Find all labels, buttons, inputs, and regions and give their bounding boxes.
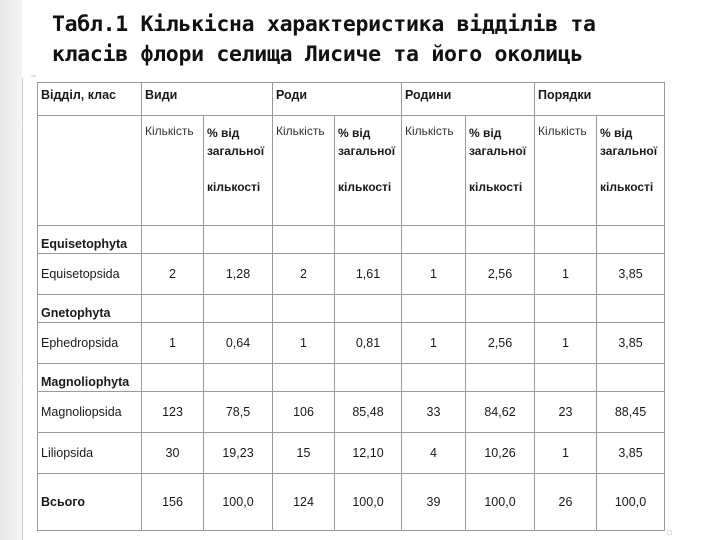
header-percent-line-1: % від xyxy=(469,126,502,140)
value-cell: 10,26 xyxy=(466,433,535,474)
value-cell: 1,28 xyxy=(204,254,273,295)
header-empty-cell xyxy=(38,116,142,226)
empty-cell xyxy=(466,226,535,254)
value-cell: 0,64 xyxy=(204,323,273,364)
value-cell: 30 xyxy=(142,433,204,474)
empty-cell xyxy=(142,226,204,254)
header-percent-line-2: загальної xyxy=(600,144,658,158)
value-cell: 1 xyxy=(273,323,335,364)
value-cell: 88,45 xyxy=(597,392,665,433)
division-row xyxy=(38,295,665,323)
total-value-cell: 156 xyxy=(142,474,204,531)
empty-cell xyxy=(273,295,335,323)
division-row xyxy=(38,226,665,254)
total-value-cell: 26 xyxy=(535,474,597,531)
total-value-cell: 100,0 xyxy=(597,474,665,531)
header-percent-line-1: % від xyxy=(600,126,633,140)
class-name: Equisetopsida xyxy=(38,254,142,295)
value-cell: 33 xyxy=(402,392,466,433)
header-row-groups xyxy=(38,83,665,116)
total-value-cell: 100,0 xyxy=(466,474,535,531)
value-cell: 85,48 xyxy=(335,392,402,433)
empty-cell xyxy=(204,364,273,392)
class-name: Ephedropsida xyxy=(38,323,142,364)
value-cell: 3,85 xyxy=(597,433,665,474)
slide-left-divider xyxy=(22,78,23,540)
header-percent-line-1: % від xyxy=(207,126,240,140)
value-cell: 3,85 xyxy=(597,323,665,364)
header-percent-spacer xyxy=(207,160,269,178)
empty-cell xyxy=(335,364,402,392)
header-group-genera: Роди xyxy=(273,83,402,116)
corner-decoration-top: ◦◦ xyxy=(31,73,36,80)
header-percent-spacer xyxy=(338,160,398,178)
value-cell: 2 xyxy=(273,254,335,295)
header-percent-2 xyxy=(466,116,535,226)
value-cell: 3,85 xyxy=(597,254,665,295)
empty-cell xyxy=(597,364,665,392)
value-cell: 12,10 xyxy=(335,433,402,474)
slide-left-bar xyxy=(0,0,22,540)
value-cell: 1 xyxy=(142,323,204,364)
corner-decoration-bottom: □ xyxy=(667,530,672,537)
class-name: Magnoliopsida xyxy=(38,392,142,433)
empty-cell xyxy=(273,364,335,392)
flora-table xyxy=(37,82,665,531)
empty-cell xyxy=(402,364,466,392)
division-row xyxy=(38,364,665,392)
value-cell: 84,62 xyxy=(466,392,535,433)
value-cell: 123 xyxy=(142,392,204,433)
value-cell: 0,81 xyxy=(335,323,402,364)
header-percent-spacer xyxy=(469,160,531,178)
total-label: Всього xyxy=(38,474,142,531)
header-percent-3 xyxy=(597,116,665,226)
class-row xyxy=(38,254,665,295)
empty-cell xyxy=(466,295,535,323)
class-row xyxy=(38,433,665,474)
empty-cell xyxy=(273,226,335,254)
empty-cell xyxy=(466,364,535,392)
total-row xyxy=(38,474,665,531)
value-cell: 78,5 xyxy=(204,392,273,433)
empty-cell xyxy=(204,295,273,323)
empty-cell xyxy=(142,295,204,323)
value-cell: 19,23 xyxy=(204,433,273,474)
header-count-3: Кількість xyxy=(535,116,597,226)
empty-cell xyxy=(597,226,665,254)
value-cell: 1 xyxy=(535,254,597,295)
value-cell: 1 xyxy=(402,323,466,364)
header-percent-line-3: кількості xyxy=(469,180,523,194)
header-percent-line-3: кількості xyxy=(600,180,654,194)
header-group-orders: Порядки xyxy=(535,83,665,116)
header-count-1: Кількість xyxy=(273,116,335,226)
total-value-cell: 100,0 xyxy=(335,474,402,531)
value-cell: 106 xyxy=(273,392,335,433)
slide-title xyxy=(52,10,712,70)
value-cell: 2,56 xyxy=(466,254,535,295)
header-count-0: Кількість xyxy=(142,116,204,226)
header-percent-line-3: кількості xyxy=(207,180,261,194)
slide-title-line-1: Табл.1 Кількісна характеристика відділів та xyxy=(52,12,596,37)
empty-cell xyxy=(204,226,273,254)
header-percent-line-2: загальної xyxy=(338,144,396,158)
class-row xyxy=(38,392,665,433)
division-name: Magnoliophyta xyxy=(38,364,142,392)
header-division-class: Відділ, клас xyxy=(38,83,142,116)
empty-cell xyxy=(535,364,597,392)
total-value-cell: 39 xyxy=(402,474,466,531)
value-cell: 2 xyxy=(142,254,204,295)
header-group-families: Родини xyxy=(402,83,535,116)
total-value-cell: 100,0 xyxy=(204,474,273,531)
value-cell: 1 xyxy=(535,433,597,474)
header-percent-1 xyxy=(335,116,402,226)
division-name: Equisetophyta xyxy=(38,226,142,254)
value-cell: 1 xyxy=(402,254,466,295)
class-name: Liliopsida xyxy=(38,433,142,474)
empty-cell xyxy=(597,295,665,323)
header-percent-line-2: загальної xyxy=(469,144,527,158)
total-value-cell: 124 xyxy=(273,474,335,531)
value-cell: 15 xyxy=(273,433,335,474)
header-group-species: Види xyxy=(142,83,273,116)
header-percent-line-3: кількості xyxy=(338,180,392,194)
empty-cell xyxy=(142,364,204,392)
header-row-subcolumns xyxy=(38,116,665,226)
value-cell: 2,56 xyxy=(466,323,535,364)
header-count-2: Кількість xyxy=(402,116,466,226)
header-percent-line-1: % від xyxy=(338,126,371,140)
empty-cell xyxy=(402,295,466,323)
empty-cell xyxy=(335,226,402,254)
division-name: Gnetophyta xyxy=(38,295,142,323)
empty-cell xyxy=(402,226,466,254)
header-percent-0 xyxy=(204,116,273,226)
header-percent-spacer xyxy=(600,160,661,178)
empty-cell xyxy=(335,295,402,323)
value-cell: 1,61 xyxy=(335,254,402,295)
value-cell: 4 xyxy=(402,433,466,474)
value-cell: 23 xyxy=(535,392,597,433)
header-percent-line-2: загальної xyxy=(207,144,265,158)
class-row xyxy=(38,323,665,364)
slide-title-line-2: класів флори селища Лисиче та його околиць xyxy=(52,42,584,67)
empty-cell xyxy=(535,295,597,323)
empty-cell xyxy=(535,226,597,254)
value-cell: 1 xyxy=(535,323,597,364)
